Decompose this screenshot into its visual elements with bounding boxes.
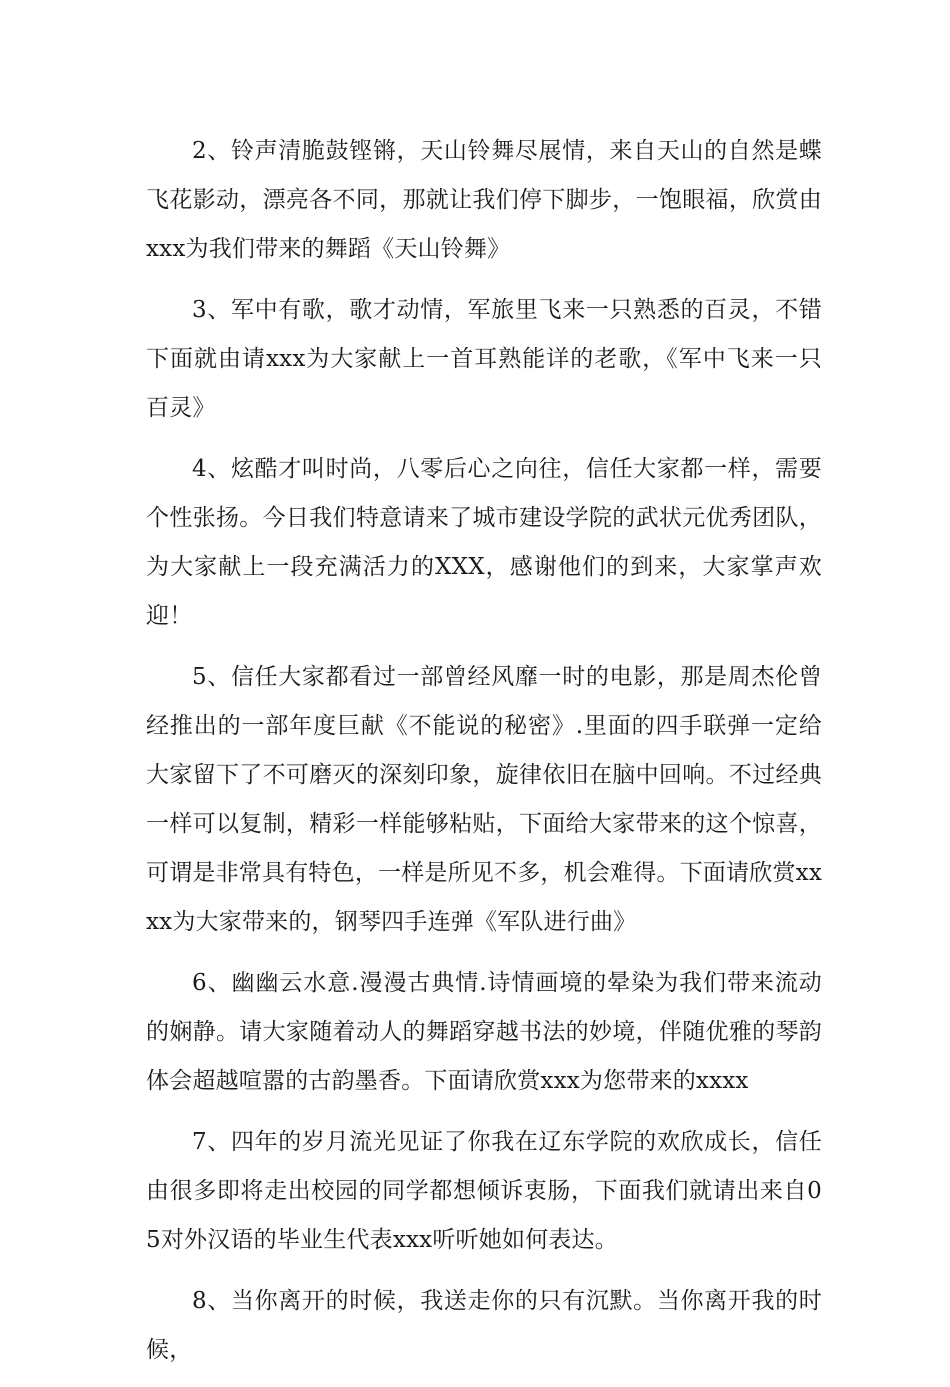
paragraph-5: 5、信任大家都看过一部曾经风靡一时的电影，那是周杰伦曾经推出的一部年度巨献《不能说的秘密》.里面的四手联弹一定给大家留下了不可磨灭的深刻印象，旋律依旧在脑中回响。不过经典一样可以复制，精彩一样能够粘贴，下面给大家带来的这个惊喜，可谓是非常具有特色，一样是所见不多，机会难得。下面请欣赏xxxx为大家带来的，钢琴四手连弹《军队进行曲》: [146, 664, 822, 935]
paragraph-7: 7、四年的岁月流光见证了你我在辽东学院的欢欣成长，信任由很多即将走出校园的同学都想倾诉衷肠，下面我们就请出来自05对外汉语的毕业生代表xxx听听她如何表达。: [146, 1129, 822, 1253]
paragraph-3: 3、军中有歌，歌才动情，军旅里飞来一只熟悉的百灵，不错下面就由请xxx为大家献上一首耳熟能详的老歌，《军中飞来一只百灵》: [146, 297, 822, 421]
document-body: [146, 127, 822, 1387]
paragraph-2: 2、铃声清脆鼓铿锵，天山铃舞尽展情，来自天山的自然是蝶飞花影动，漂亮各不同，那就让我们停下脚步，一饱眼福，欣赏由xxx为我们带来的舞蹈《天山铃舞》: [146, 138, 822, 262]
paragraph-4: 4、炫酷才叫时尚，八零后心之向往，信任大家都一样，需要个性张扬。今日我们特意请来了城市建设学院的武状元优秀团队，为大家献上一段充满活力的XXX，感谢他们的到来，大家掌声欢迎！: [146, 456, 822, 629]
paragraph-8: 8、当你离开的时候，我送走你的只有沉默。当你离开我的时候，: [146, 1288, 822, 1363]
paragraph-6: 6、幽幽云水意.漫漫古典情.诗情画境的晕染为我们带来流动的娴静。请大家随着动人的舞蹈穿越书法的妙境，伴随优雅的琴韵体会超越喧嚣的古韵墨香。下面请欣赏xxx为您带来的xxxx: [146, 970, 822, 1094]
